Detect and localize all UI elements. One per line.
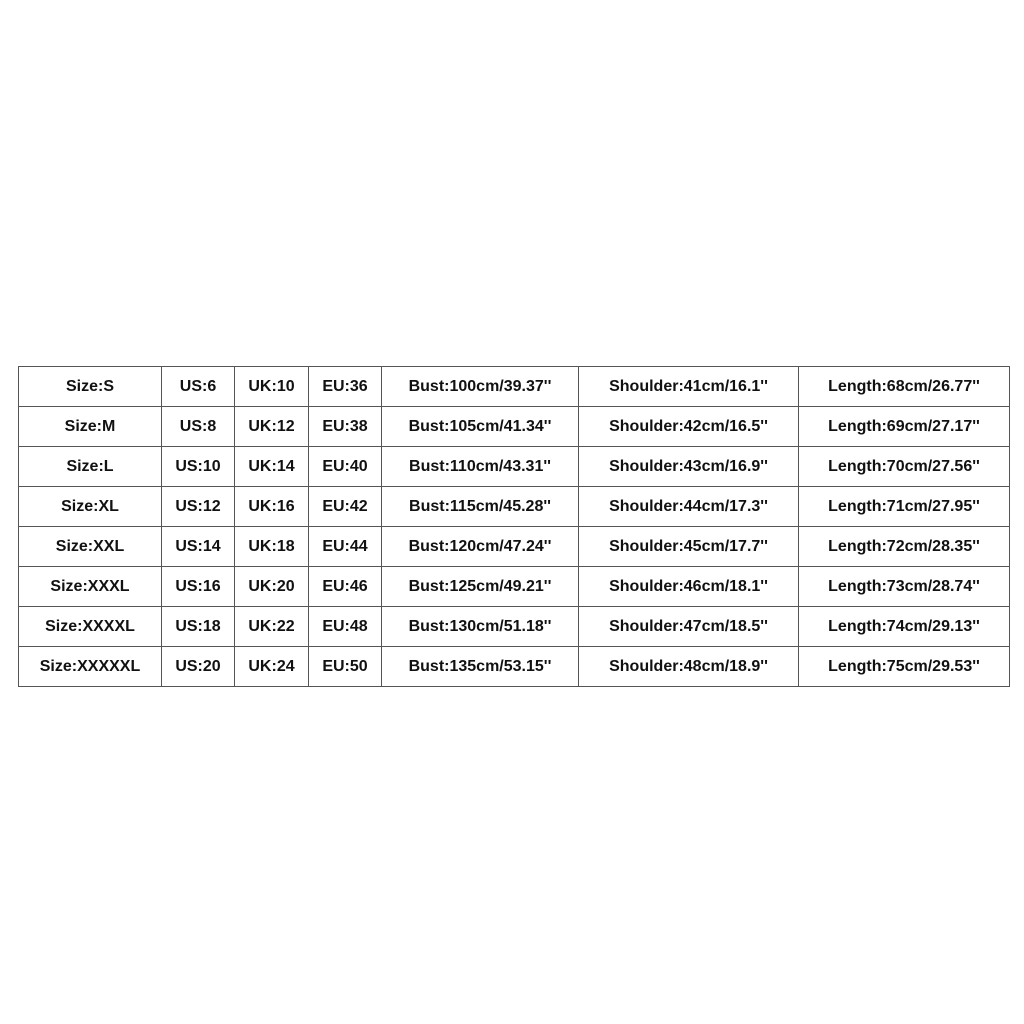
eu-size-cell: EU:44 xyxy=(309,527,382,567)
length-cell: Length:75cm/29.53'' xyxy=(799,647,1010,687)
length-cell: Length:74cm/29.13'' xyxy=(799,607,1010,647)
us-size-cell: US:14 xyxy=(162,527,235,567)
uk-size-cell: UK:22 xyxy=(235,607,309,647)
eu-size-cell: EU:48 xyxy=(309,607,382,647)
shoulder-cell: Shoulder:45cm/17.7'' xyxy=(579,527,799,567)
eu-size-cell: EU:40 xyxy=(309,447,382,487)
uk-size-cell: UK:16 xyxy=(235,487,309,527)
shoulder-cell: Shoulder:42cm/16.5'' xyxy=(579,407,799,447)
length-cell: Length:71cm/27.95'' xyxy=(799,487,1010,527)
size-cell: Size:M xyxy=(19,407,162,447)
eu-size-cell: EU:38 xyxy=(309,407,382,447)
shoulder-cell: Shoulder:41cm/16.1'' xyxy=(579,367,799,407)
size-chart-body xyxy=(19,367,1010,687)
bust-cell: Bust:125cm/49.21'' xyxy=(382,567,579,607)
eu-size-cell: EU:50 xyxy=(309,647,382,687)
uk-size-cell: UK:12 xyxy=(235,407,309,447)
bust-cell: Bust:130cm/51.18'' xyxy=(382,607,579,647)
size-cell: Size:S xyxy=(19,367,162,407)
eu-size-cell: EU:42 xyxy=(309,487,382,527)
table-row xyxy=(19,647,1010,687)
size-cell: Size:XXXXXL xyxy=(19,647,162,687)
bust-cell: Bust:110cm/43.31'' xyxy=(382,447,579,487)
table-row xyxy=(19,607,1010,647)
size-cell: Size:XXXXL xyxy=(19,607,162,647)
size-cell: Size:XL xyxy=(19,487,162,527)
us-size-cell: US:10 xyxy=(162,447,235,487)
uk-size-cell: UK:24 xyxy=(235,647,309,687)
us-size-cell: US:8 xyxy=(162,407,235,447)
length-cell: Length:70cm/27.56'' xyxy=(799,447,1010,487)
bust-cell: Bust:115cm/45.28'' xyxy=(382,487,579,527)
length-cell: Length:72cm/28.35'' xyxy=(799,527,1010,567)
us-size-cell: US:18 xyxy=(162,607,235,647)
size-chart-table xyxy=(18,366,1010,687)
shoulder-cell: Shoulder:47cm/18.5'' xyxy=(579,607,799,647)
bust-cell: Bust:120cm/47.24'' xyxy=(382,527,579,567)
table-row xyxy=(19,567,1010,607)
size-cell: Size:XXL xyxy=(19,527,162,567)
size-cell: Size:L xyxy=(19,447,162,487)
bust-cell: Bust:105cm/41.34'' xyxy=(382,407,579,447)
bust-cell: Bust:100cm/39.37'' xyxy=(382,367,579,407)
us-size-cell: US:20 xyxy=(162,647,235,687)
shoulder-cell: Shoulder:46cm/18.1'' xyxy=(579,567,799,607)
shoulder-cell: Shoulder:44cm/17.3'' xyxy=(579,487,799,527)
length-cell: Length:73cm/28.74'' xyxy=(799,567,1010,607)
table-row xyxy=(19,487,1010,527)
shoulder-cell: Shoulder:48cm/18.9'' xyxy=(579,647,799,687)
uk-size-cell: UK:18 xyxy=(235,527,309,567)
us-size-cell: US:12 xyxy=(162,487,235,527)
uk-size-cell: UK:20 xyxy=(235,567,309,607)
table-row xyxy=(19,367,1010,407)
length-cell: Length:69cm/27.17'' xyxy=(799,407,1010,447)
size-cell: Size:XXXL xyxy=(19,567,162,607)
eu-size-cell: EU:46 xyxy=(309,567,382,607)
shoulder-cell: Shoulder:43cm/16.9'' xyxy=(579,447,799,487)
us-size-cell: US:16 xyxy=(162,567,235,607)
uk-size-cell: UK:14 xyxy=(235,447,309,487)
bust-cell: Bust:135cm/53.15'' xyxy=(382,647,579,687)
table-row xyxy=(19,407,1010,447)
eu-size-cell: EU:36 xyxy=(309,367,382,407)
table-row xyxy=(19,447,1010,487)
table-row xyxy=(19,527,1010,567)
length-cell: Length:68cm/26.77'' xyxy=(799,367,1010,407)
us-size-cell: US:6 xyxy=(162,367,235,407)
uk-size-cell: UK:10 xyxy=(235,367,309,407)
